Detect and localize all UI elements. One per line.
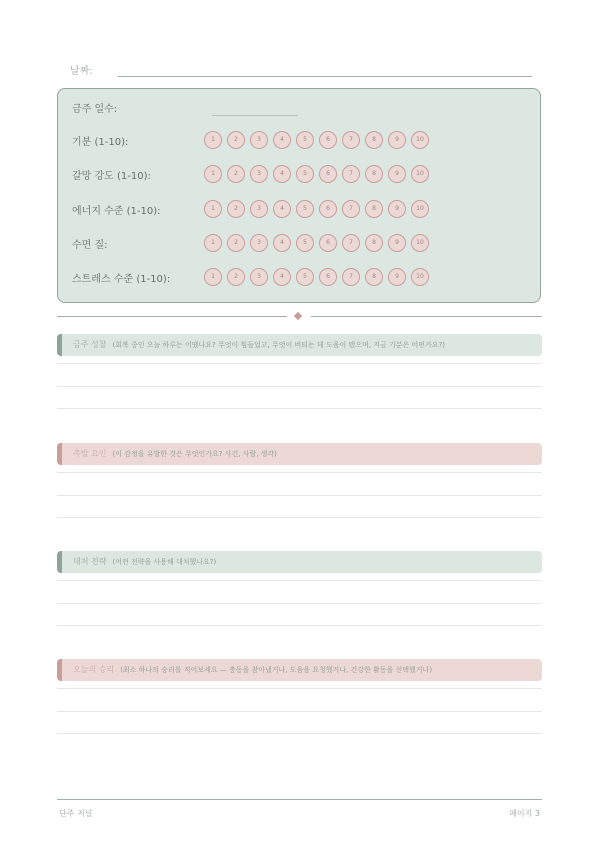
abstinence-label: 금주 일수: — [72, 104, 118, 115]
rating-circle[interactable]: 6 — [319, 200, 337, 218]
rating-circle[interactable]: 7 — [342, 268, 360, 286]
accent-bar — [57, 334, 62, 356]
rating-circle[interactable]: 10 — [411, 131, 429, 149]
abstinence-days-line[interactable] — [212, 115, 298, 116]
craving-rating-row — [58, 164, 540, 184]
writing-line[interactable] — [57, 688, 542, 689]
rating-circle[interactable]: 3 — [250, 131, 268, 149]
rating-circle[interactable]: 10 — [411, 268, 429, 286]
rating-circle[interactable]: 7 — [342, 234, 360, 252]
rating-circle[interactable]: 4 — [273, 200, 291, 218]
reflection-section-header — [57, 334, 542, 356]
rating-circle[interactable]: 9 — [388, 200, 406, 218]
wins-section-title: 오늘의 승리 — [73, 665, 115, 674]
rating-circle[interactable]: 3 — [250, 200, 268, 218]
mood-rating-label: 기분 (1-10): — [72, 137, 129, 148]
rating-circle[interactable]: 10 — [411, 165, 429, 183]
triggers-section — [57, 443, 542, 465]
rating-circle[interactable]: 5 — [296, 234, 314, 252]
date-row — [70, 62, 532, 80]
rating-circle[interactable]: 3 — [250, 234, 268, 252]
energy-rating-label: 에너지 수준 (1-10): — [72, 206, 161, 217]
rating-circle[interactable]: 8 — [365, 234, 383, 252]
rating-circle[interactable]: 1 — [204, 268, 222, 286]
diamond-ornament-icon — [294, 312, 302, 320]
rating-circle[interactable]: 9 — [388, 165, 406, 183]
accent-bar — [57, 443, 62, 465]
coping-section-header — [57, 551, 542, 573]
rating-circle[interactable]: 7 — [342, 165, 360, 183]
writing-line[interactable] — [57, 386, 542, 387]
coping-section — [57, 551, 542, 573]
rating-circle[interactable]: 1 — [204, 165, 222, 183]
rating-circle[interactable]: 10 — [411, 200, 429, 218]
triggers-section-prompt: (이 감정을 유발한 것은 무엇인가요? 사건, 사람, 생각) — [112, 450, 277, 458]
footer-page-number: 페이지 3 — [509, 809, 540, 818]
triggers-section-title: 촉발 요인 — [73, 449, 107, 458]
rating-circle[interactable]: 8 — [365, 165, 383, 183]
reflection-section — [57, 334, 542, 356]
sleep-rating-label: 수면 질: — [72, 240, 108, 251]
coping-section-prompt: (어떤 전략을 사용해 대처했나요?) — [112, 558, 217, 566]
rating-circle[interactable]: 5 — [296, 268, 314, 286]
rating-circle[interactable]: 2 — [227, 200, 245, 218]
writing-line[interactable] — [57, 472, 542, 473]
writing-line[interactable] — [57, 603, 542, 604]
wins-section — [57, 659, 542, 681]
rating-circle[interactable]: 5 — [296, 200, 314, 218]
rating-circle[interactable]: 5 — [296, 131, 314, 149]
rating-circle[interactable]: 4 — [273, 268, 291, 286]
energy-rating-row — [58, 199, 540, 219]
reflection-section-prompt: (회복 중인 오늘 하루는 어땠나요? 무엇이 힘들었고, 무엇이 버티는 데 도움이 됐으며, 지금 기분은 어떤가요?) — [112, 341, 445, 349]
rating-circle[interactable]: 1 — [204, 200, 222, 218]
accent-bar — [57, 659, 62, 681]
date-label: 날짜: — [70, 66, 93, 77]
rating-circle[interactable]: 6 — [319, 234, 337, 252]
rating-circle[interactable]: 9 — [388, 268, 406, 286]
writing-line[interactable] — [57, 495, 542, 496]
rating-circle[interactable]: 4 — [273, 165, 291, 183]
rating-circle[interactable]: 8 — [365, 268, 383, 286]
rating-circle[interactable]: 6 — [319, 131, 337, 149]
rating-circle[interactable]: 1 — [204, 234, 222, 252]
wins-section-header — [57, 659, 542, 681]
rating-circle[interactable]: 2 — [227, 165, 245, 183]
writing-line[interactable] — [57, 733, 542, 734]
rating-circle[interactable]: 5 — [296, 165, 314, 183]
rating-circle[interactable]: 9 — [388, 131, 406, 149]
writing-line[interactable] — [57, 711, 542, 712]
daily-tracker-box — [57, 88, 541, 303]
rating-circle[interactable]: 9 — [388, 234, 406, 252]
rating-circle[interactable]: 7 — [342, 200, 360, 218]
rating-circle[interactable]: 1 — [204, 131, 222, 149]
footer-journal-title: 단주 저널 — [59, 809, 93, 818]
rating-circle[interactable]: 6 — [319, 268, 337, 286]
date-line[interactable] — [118, 76, 532, 77]
section-divider — [57, 312, 542, 322]
coping-section-title: 대처 전략 — [73, 557, 107, 566]
wins-section-prompt: (최소 하나의 승리를 적어보세요 — 충동을 참아냈거나, 도움을 요청했거나, 건강한 활동을 선택했거나) — [120, 666, 433, 674]
rating-circle[interactable]: 3 — [250, 165, 268, 183]
rating-circle[interactable]: 3 — [250, 268, 268, 286]
stress-rating-row — [58, 267, 540, 287]
rating-circle[interactable]: 6 — [319, 165, 337, 183]
writing-line[interactable] — [57, 625, 542, 626]
writing-line[interactable] — [57, 580, 542, 581]
rating-circle[interactable]: 2 — [227, 268, 245, 286]
triggers-section-header — [57, 443, 542, 465]
writing-line[interactable] — [57, 517, 542, 518]
writing-line[interactable] — [57, 363, 542, 364]
writing-line[interactable] — [57, 408, 542, 409]
sleep-rating-row — [58, 233, 540, 253]
abstinence-row — [58, 97, 540, 117]
rating-circle[interactable]: 4 — [273, 131, 291, 149]
reflection-section-title: 금주 성찰 — [73, 340, 107, 349]
rating-circle[interactable]: 8 — [365, 131, 383, 149]
rating-circle[interactable]: 2 — [227, 234, 245, 252]
rating-circle[interactable]: 7 — [342, 131, 360, 149]
stress-rating-label: 스트레스 수준 (1-10): — [72, 274, 171, 285]
accent-bar — [57, 551, 62, 573]
mood-rating-row — [58, 130, 540, 150]
footer — [57, 799, 542, 818]
rating-circle[interactable]: 8 — [365, 200, 383, 218]
rating-circle[interactable]: 4 — [273, 234, 291, 252]
rating-circle[interactable]: 10 — [411, 234, 429, 252]
rating-circle[interactable]: 2 — [227, 131, 245, 149]
craving-rating-label: 갈망 강도 (1-10): — [72, 171, 151, 182]
